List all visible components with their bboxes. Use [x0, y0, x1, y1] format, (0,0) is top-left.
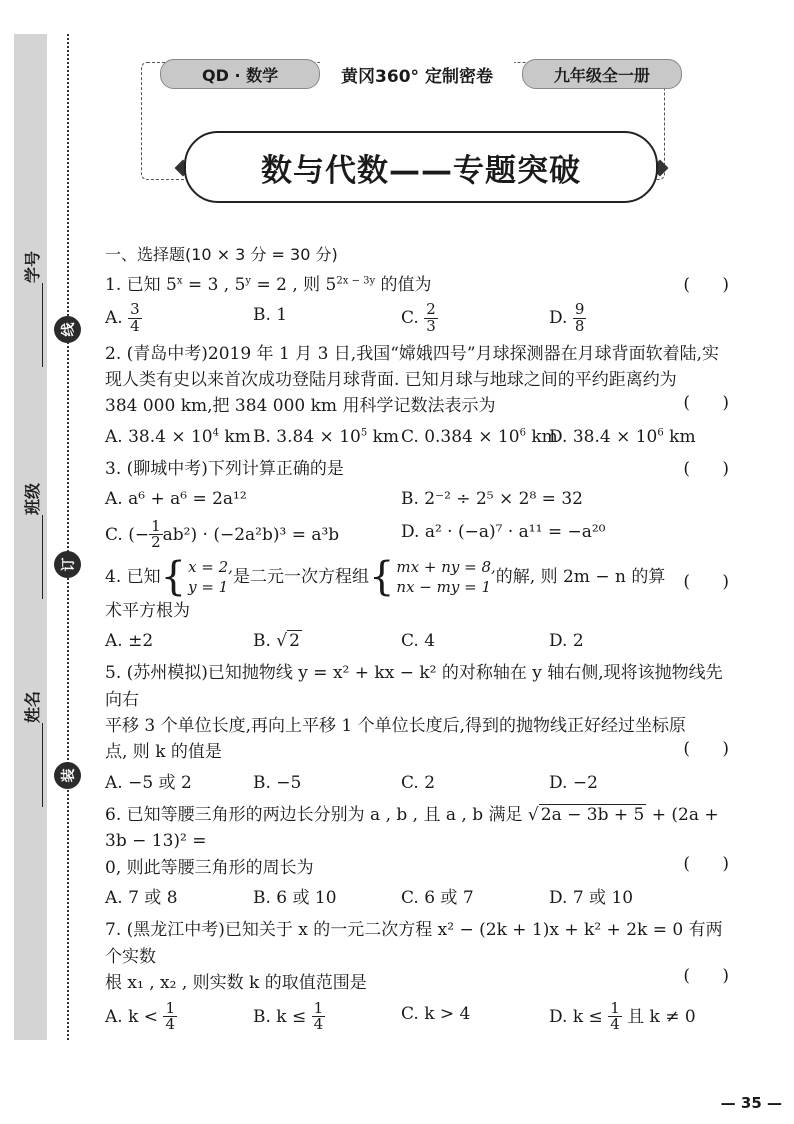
- question-1-stem: 1. 已知 $5^x = 3$ , $5^y = 2$ , 则 $5^{2x - 3y}$ 的值为: [105, 274, 432, 295]
- question-2-line-2: 现人类有史以来首次成功登陆月球背面. 已知月球与地球之间的平约距离约为: [105, 369, 677, 390]
- answer-blank[interactable]: ( ): [683, 392, 729, 413]
- option-a[interactable]: A. −5 或 2: [105, 772, 192, 793]
- option-a[interactable]: A. 7 或 8: [105, 888, 178, 909]
- option-b[interactable]: B. $3.84 \times 10^5$ km: [253, 426, 400, 447]
- option-a[interactable]: A. a⁶ + a⁶ = 2a¹²: [105, 489, 247, 510]
- question-3-stem: 3. (聊城中考)下列计算正确的是: [105, 459, 344, 480]
- option-a[interactable]: A. $38.4 \times 10^4$ km: [105, 426, 251, 447]
- options: [105, 424, 735, 450]
- option-b[interactable]: B. 6 或 10: [253, 888, 337, 909]
- answer-blank[interactable]: ( ): [683, 572, 729, 593]
- equation-system: { mx + ny = 8, nx − my = 1: [368, 554, 496, 601]
- answer-blank[interactable]: ( ): [683, 854, 729, 875]
- question-2-line-3: 384 000 km,把 384 000 km 用科学记数法表示为: [105, 396, 496, 417]
- question-3: [105, 456, 735, 551]
- student-id-label: 学号: [23, 251, 42, 284]
- question-4-stem: 4. 已知 { x = 2, y = 1 是二元一次方程组 { mx + ny = 8, nx − my = 1 的解, 则 2m − n 的算术平方根为: [105, 554, 666, 621]
- option-b[interactable]: B. 2⁻² ÷ 2⁵ × 2⁸ = 32: [401, 489, 583, 510]
- option-c[interactable]: C. $\frac{2}{3}$: [401, 300, 436, 335]
- option-c[interactable]: C. 2: [401, 772, 436, 793]
- student-id-line[interactable]: [28, 283, 43, 367]
- section-heading: 一、选择题(10 × 3 分 = 30 分): [105, 245, 338, 264]
- line-stamp: 线: [54, 316, 81, 343]
- options: [105, 628, 735, 654]
- question-4: [105, 554, 735, 654]
- question-6-line-1: 6. 已知等腰三角形的两边长分别为 a , b , 且 a , b 满足 √ 2a − 3b + 5 + (2a + 3b − 13)² =: [105, 805, 719, 852]
- grade-pill: 九年级全一册: [522, 59, 682, 89]
- class-field[interactable]: [21, 483, 43, 603]
- bind-stamp: 订: [54, 551, 81, 578]
- series-name: 黄冈360° 定制密卷: [320, 62, 514, 87]
- options: [105, 885, 735, 911]
- answer-blank[interactable]: ( ): [683, 274, 729, 295]
- options: [105, 770, 735, 796]
- question-1: [105, 272, 735, 335]
- option-b[interactable]: B. −5: [253, 772, 302, 793]
- student-id-field[interactable]: [21, 251, 43, 371]
- seal-stamp: 装: [54, 762, 81, 789]
- option-b[interactable]: B. 1: [253, 305, 288, 326]
- answer-blank[interactable]: ( ): [683, 965, 729, 986]
- option-d[interactable]: D. a² · (−a)⁷ · a¹¹ = −a²⁰: [401, 521, 606, 542]
- option-d[interactable]: D. $38.4 \times 10^6$ km: [549, 426, 696, 447]
- option-d[interactable]: D. $\frac{9}{8}$: [549, 300, 585, 335]
- question-5-line-2: 平移 3 个单位长度,再向上平移 1 个单位长度后,得到的抛物线正好经过坐标原: [105, 716, 687, 737]
- options: [105, 302, 735, 335]
- name-field[interactable]: [21, 691, 43, 811]
- question-6-line-2: 0, 则此等腰三角形的周长为: [105, 857, 314, 878]
- subject-pill: QD · 数学: [160, 59, 320, 89]
- page-title: 数与代数——专题突破: [184, 131, 658, 203]
- question-6: [105, 802, 735, 911]
- question-2: [105, 341, 735, 450]
- question-5-line-1: 5. (苏州模拟)已知抛物线 y = x² + kx − k² 的对称轴在 y 轴右侧,现将该抛物线先向右: [105, 663, 723, 710]
- header-band: [160, 58, 682, 90]
- options-row-1: [105, 486, 735, 512]
- question-2-line-1: 2. (青岛中考)2019 年 1 月 3 日,我国“嫦娥四号”月球探测器在月球背面软着陆,实: [105, 343, 719, 364]
- option-a[interactable]: A. ±2: [105, 631, 154, 652]
- option-a[interactable]: A. k < $\frac{1}{4}$: [105, 998, 175, 1034]
- question-list: [105, 243, 735, 1039]
- question-7-line-1: 7. (黑龙江中考)已知关于 x 的一元二次方程 x² − (2k + 1)x + k² + 2k = 0 有两个实数: [105, 920, 723, 967]
- option-d[interactable]: D. −2: [549, 772, 598, 793]
- options: [105, 998, 735, 1034]
- question-7: [105, 917, 735, 1033]
- option-c[interactable]: C. 6 或 7: [401, 888, 474, 909]
- option-c[interactable]: C. (− $\frac{1}{2}$ ab²) · (−2a²b)³ = a³b: [105, 516, 340, 552]
- question-5-line-3: 点, 则 k 的值是: [105, 742, 222, 763]
- class-label: 班级: [23, 483, 42, 516]
- cut-line: [67, 34, 69, 1040]
- option-c[interactable]: C. 4: [401, 631, 436, 652]
- option-d[interactable]: D. 2: [549, 631, 584, 652]
- question-7-line-2: 根 x₁ , x₂ , 则实数 k 的取值范围是: [105, 973, 367, 994]
- name-line[interactable]: [28, 723, 43, 807]
- option-d[interactable]: D. 7 或 10: [549, 888, 634, 909]
- option-b[interactable]: B. √ 2: [253, 631, 300, 652]
- option-a[interactable]: A. $\frac{3}{4}$: [105, 300, 140, 335]
- class-line[interactable]: [28, 515, 43, 599]
- option-d[interactable]: D. k ≤ $\frac{1}{4}$ 且 k ≠ 0: [549, 998, 696, 1034]
- question-5: [105, 660, 735, 796]
- option-c[interactable]: C. k > 4: [401, 1003, 471, 1024]
- name-label: 姓名: [23, 691, 42, 724]
- options-row-2: [105, 516, 735, 552]
- solution-system: { x = 2, y = 1: [160, 554, 233, 601]
- option-b[interactable]: B. k ≤ $\frac{1}{4}$: [253, 998, 324, 1034]
- answer-blank[interactable]: ( ): [683, 459, 729, 480]
- option-c[interactable]: C. $0.384 \times 10^6$ km: [401, 426, 558, 447]
- page-number: — 35 —: [720, 1094, 782, 1112]
- answer-blank[interactable]: ( ): [683, 738, 729, 759]
